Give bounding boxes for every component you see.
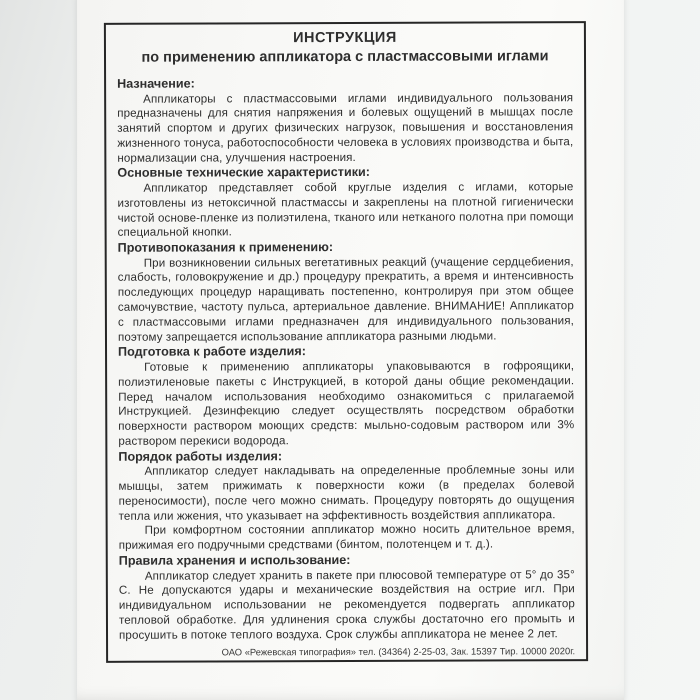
paper-sheet <box>77 0 624 700</box>
section-paragraph: Аппликатор следует хранить в пакете при плюсовой температуре от 5° до 35° С. Не допускаются удары и механические воздействия на острие игл. При индивидуальном использовании не рекомендуется подвергать аппликатор тепловой обработке. Для удлинения срока службы достаточно его промыть и просушить в потоке теплого воздуха. Срок службы аппликатора не менее 2 лет. <box>118 567 575 642</box>
instruction-border-frame <box>104 21 588 663</box>
section-paragraph: При возникновении сильных вегетативных реакций (учащение сердцебиения, слабость, головокружение и др.) процедуру прекратить, а время и интенсивность последующих процедур наращивать постепенно, контролируя при этом общее самочувствие, частоту пульса, артериальное давление. ВНИМАНИЕ! Аппликатор с пластмассовыми иглами предназначен для индивидуального пользования, поэтому запрещается использование аппликатора разными людьми. <box>117 254 574 344</box>
section-purpose <box>117 75 573 166</box>
section-usage-procedure <box>118 448 574 554</box>
document-title: ИНСТРУКЦИЯ <box>293 29 397 47</box>
section-contraindications <box>118 239 574 345</box>
document-subtitle: по применению аппликатора с пластмассовыми иглами <box>141 48 549 66</box>
section-paragraph: Готовые к применению аппликаторы упаковываются в гофроящики, полиэтиленовые пакеты с Инструкцией, в которой даны общие рекомендации. Перед началом использования необходимо ознакомиться с прилагаемой Инструкцией. Дезинфекцию следует осуществлять посредством обработки поверхности раствором моющих средств: мыльно-содовым раствором или 3% раствором перекиси водорода. <box>118 359 575 448</box>
printer-imprint: ОАО «Режевская типография» тел. (34364) 2-25-03, Зак. 15397 Тир. 10000 2020г. <box>221 644 576 657</box>
section-heading: Назначение: <box>117 76 195 91</box>
section-heading: Противопоказания к применению: <box>117 240 334 255</box>
section-heading: Порядок работы изделия: <box>118 448 283 464</box>
section-storage-rules <box>119 552 575 643</box>
section-preparation <box>118 344 574 450</box>
section-heading: Основные технические характеристики: <box>117 165 370 181</box>
section-paragraph: Аппликаторы с пластмассовыми иглами индивидуального пользования предназначены для снятия напряжения и болевых ощущений в мышцах после занятий спортом и других физических нагрузок, повышения и восстановления жизненного тонуса, работоспособности человека в условиях производства и быта, нормализации сна, улучшения настроения. <box>117 90 574 165</box>
section-paragraph: Аппликатор следует накладывать на определенные проблемные зоны или мышцы, затем прижимать к поверхности кожи (в пределах болевой переносимости), после чего можно снимать. Процедуру повторять до ощущения тепла или жжения, что указывает на эффективность воздействия аппликатора. <box>118 463 575 523</box>
section-heading: Правила хранения и использование: <box>118 553 351 568</box>
section-technical-characteristics <box>117 165 573 241</box>
section-paragraph: При комфортном состоянии аппликатор можно носить длительное время, прижимая его подручными средствами (бинтом, полотенцем и т. д.). <box>118 522 575 553</box>
section-paragraph: Аппликатор представляет собой круглые изделия с иглами, которые изготовлены из нетоксичной пластмассы и закреплены на плотной гигиенически чистой основе-пленке из полиэтилена, тканого или нетканого полотна при помощи специальной кнопки. <box>117 180 574 240</box>
section-heading: Подготовка к работе изделия: <box>118 344 306 360</box>
